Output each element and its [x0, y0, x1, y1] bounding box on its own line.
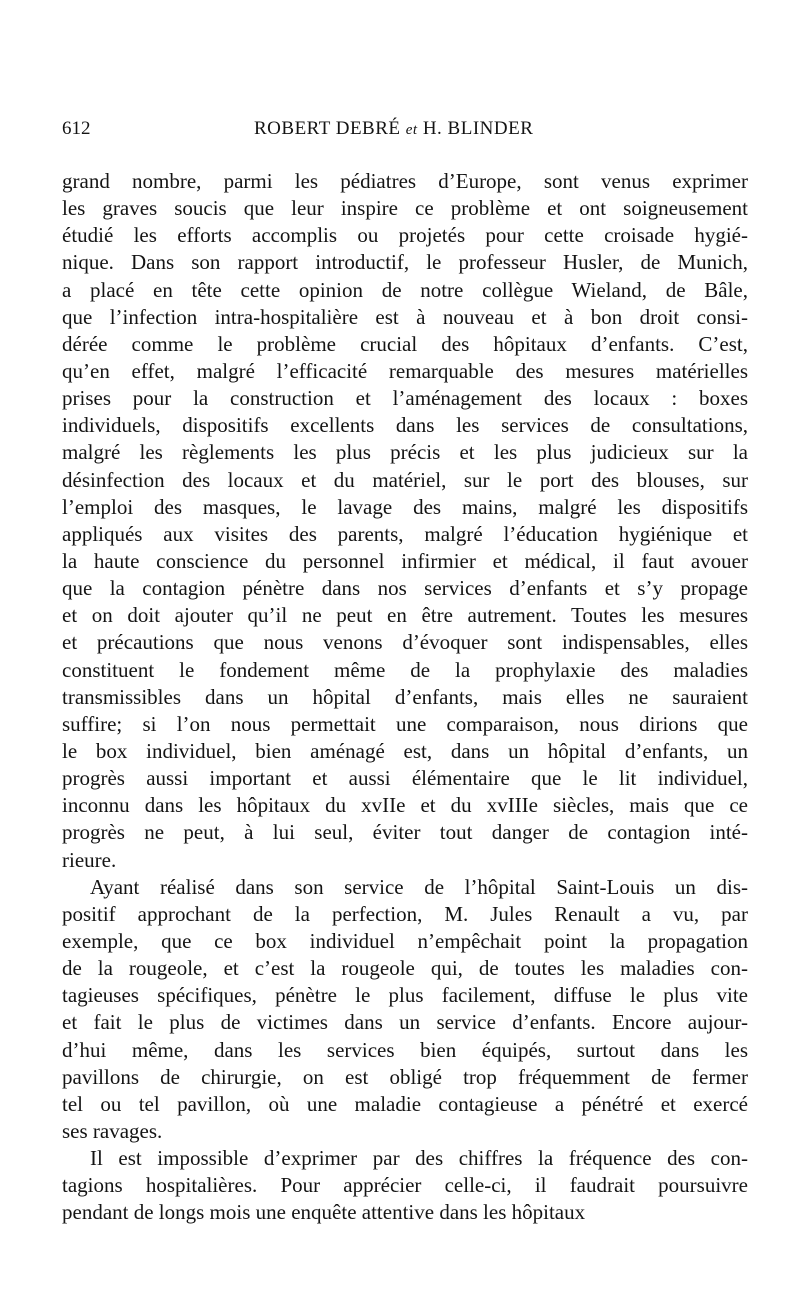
text-line: inconnu dans les hôpitaux du xvIIe et du xvIIIe siècles, mais que ce: [62, 793, 748, 818]
text-line: exemple, que ce box individuel n’empêchait point la propagation: [62, 928, 748, 953]
text-line: tel ou tel pavillon, où une maladie contagieuse a pénétré et exercé: [62, 1091, 748, 1116]
text-line: étudié les efforts accomplis ou projetés pour cette croisade hygié-: [62, 223, 748, 248]
text-line: constituent le fondement même de la prophylaxie des maladies: [62, 657, 748, 682]
text-line: les graves soucis que leur inspire ce problème et ont soigneusement: [62, 196, 748, 221]
running-head: [254, 118, 533, 140]
text-line: l’emploi des masques, le lavage des mains, malgré les dispositifs: [62, 494, 748, 519]
text-line: Il est impossible d’exprimer par des chiffres la fréquence des con-: [90, 1146, 748, 1171]
text-line: ses ravages.: [62, 1118, 163, 1143]
body-text: [62, 168, 748, 1226]
text-line: la haute conscience du personnel infirmier et médical, il faut avouer: [62, 548, 748, 573]
paragraph: [62, 168, 748, 874]
text-line: de la rougeole, et c’est la rougeole qui, de toutes les maladies con-: [62, 956, 748, 981]
paragraph: [62, 874, 748, 1145]
text-line: rieure.: [62, 847, 117, 872]
text-line: progrès aussi important et aussi élémentaire que le lit individuel,: [62, 766, 748, 791]
running-head-author-1: ROBERT DEBRÉ: [254, 118, 401, 139]
text-line: désinfection des locaux et du matériel, sur le port des blouses, sur: [62, 467, 748, 492]
running-head-author-2: H. BLINDER: [422, 118, 534, 139]
text-line: positif approchant de la perfection, M. Jules Renault a vu, par: [62, 901, 748, 926]
text-line: pavillons de chirurgie, on est obligé trop fréquemment de fermer: [62, 1064, 748, 1089]
text-line: dérée comme le problème crucial des hôpitaux d’enfants. C’est,: [62, 331, 748, 356]
text-line: et on doit ajouter qu’il ne peut en être autrement. Toutes les mesures: [62, 603, 748, 628]
page-header: [62, 118, 762, 146]
text-line: a placé en tête cette opinion de notre collègue Wieland, de Bâle,: [62, 277, 748, 302]
text-line: Ayant réalisé dans son service de l’hôpital Saint-Louis un dis-: [90, 874, 748, 899]
text-line: qu’en effet, malgré l’efficacité remarquable des mesures matérielles: [62, 358, 748, 383]
running-head-conjunction: et: [405, 122, 418, 138]
text-line: d’hui même, dans les services bien équipés, surtout dans les: [62, 1037, 748, 1062]
text-line: prises pour la construction et l’aménagement des locaux : boxes: [62, 386, 748, 411]
text-line: que la contagion pénètre dans nos services d’enfants et s’y propage: [62, 576, 748, 601]
text-line: que l’infection intra-hospitalière est à nouveau et à bon droit consi-: [62, 304, 748, 329]
text-line: individuels, dispositifs excellents dans les services de consultations,: [62, 413, 748, 438]
text-line: tagieuses spécifiques, pénètre le plus facilement, diffuse le plus vite: [62, 983, 748, 1008]
text-line: pendant de longs mois une enquête attentive dans les hôpitaux: [62, 1200, 586, 1225]
paragraph: [62, 1145, 748, 1226]
text-line: transmissibles dans un hôpital d’enfants, mais elles ne sauraient: [62, 684, 748, 709]
text-line: nique. Dans son rapport introductif, le professeur Husler, de Munich,: [62, 250, 748, 275]
text-line: progrès ne peut, à lui seul, éviter tout danger de contagion inté-: [62, 820, 748, 845]
text-line: tagions hospitalières. Pour apprécier celle-ci, il faudrait poursuivre: [62, 1173, 748, 1198]
text-line: grand nombre, parmi les pédiatres d’Europe, sont venus exprimer: [62, 169, 748, 193]
page-number: 612: [62, 118, 91, 139]
text-line: appliqués aux visites des parents, malgré l’éducation hygiénique et: [62, 521, 748, 546]
text-line: et précautions que nous venons d’évoquer sont indispensables, elles: [62, 630, 748, 655]
text-line: suffire; si l’on nous permettait une comparaison, nous dirions que: [62, 711, 748, 736]
text-line: et fait le plus de victimes dans un service d’enfants. Encore aujour-: [62, 1010, 748, 1035]
text-line: le box individuel, bien aménagé est, dans un hôpital d’enfants, un: [62, 738, 748, 763]
text-line: malgré les règlements les plus précis et les plus judicieux sur la: [62, 440, 748, 465]
